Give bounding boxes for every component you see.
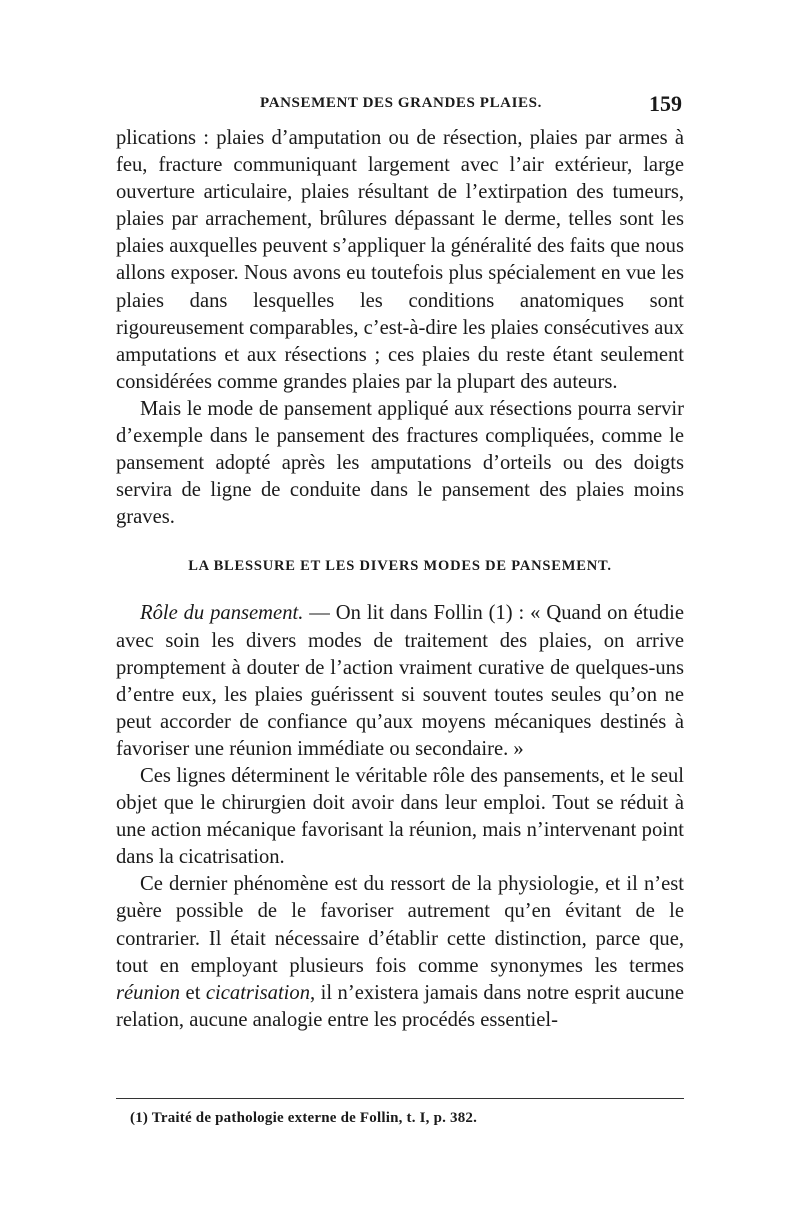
running-title: PANSEMENT DES GRANDES PLAIES.: [260, 95, 542, 111]
body-text: [116, 125, 684, 1034]
connector-text: et: [180, 981, 206, 1004]
paragraph: Ces lignes déterminent le véritable rôle des pansements, et le seul objet que le chirurgien doit avoir dans leur emploi. Tout se réduit à une action mécanique favorisant la réunion, mais n’intervenant point dans la cicatrisation.: [116, 764, 684, 869]
paragraph-lead: Rôle du pansement.: [140, 602, 304, 625]
paragraph-body: — On lit dans Follin (1) : « Quand on étudie avec soin les divers modes de traitement des plaies, on arrive promptement à douter de l’action vraiment curative de quelques-uns d’entre eux, les plaies guérissent si souvent toutes seules qu’on ne peut accorder de confiance qu’aux moyens mécaniques destinés à favoriser une réunion immédiate ou secondaire. »: [116, 602, 684, 760]
paragraph-text: Ce dernier phénomène est du ressort de la physiologie, et il n’est guère possible de le favoriser autrement qu’en évitant de le contrarier. Il était nécessaire d’établir cette distinction, parce que, tout en employant plusieurs fois comme synonymes les termes: [116, 873, 684, 977]
footnote: (1) Traité de pathologie externe de Follin, t. I, p. 382.: [130, 1110, 478, 1126]
paragraph: [116, 871, 684, 1034]
section-heading: LA BLESSURE ET LES DIVERS MODES DE PANSEMENT.: [188, 558, 612, 575]
footnote-rule: [116, 1098, 684, 1099]
paragraph-role-du-pansement: [116, 600, 684, 763]
running-head: [116, 92, 686, 118]
paragraph-text: , il n’existera jamais dans notre esprit aucune relation, aucune analogie entre les procédés essentiel-: [116, 981, 684, 1031]
paragraph-continuation: plications : plaies d’amputation ou de résection, plaies par armes à feu, fracture communiquant largement avec l’air extérieur, large ouverture articulaire, plaies résultant de l’extirpation des tumeurs, plaies par arrachement, brûlures dépassant le derme, telles sont les plaies auxquelles peuvent s’appliquer la généralité des faits que nous allons exposer. Nous avons eu toutefois plus spécialement en vue les plaies dans lesquelles les conditions anatomiques sont rigoureusement comparables, c’est-à-dire les plaies consécutives aux amputations et aux résections ; ces plaies du reste étant seulement considérées comme grandes plaies par la plupart des auteurs.: [116, 127, 684, 393]
italic-term: réunion: [116, 981, 181, 1004]
italic-term: cicatrisation: [205, 981, 310, 1004]
page-number: 159: [649, 91, 682, 116]
paragraph: Mais le mode de pansement appliqué aux résections pourra servir d’exemple dans le pansement des fractures compliquées, comme le pansement adopté après les amputations d’orteils ou des doigts servira de ligne de conduite dans le pansement des plaies moins graves.: [116, 397, 684, 529]
